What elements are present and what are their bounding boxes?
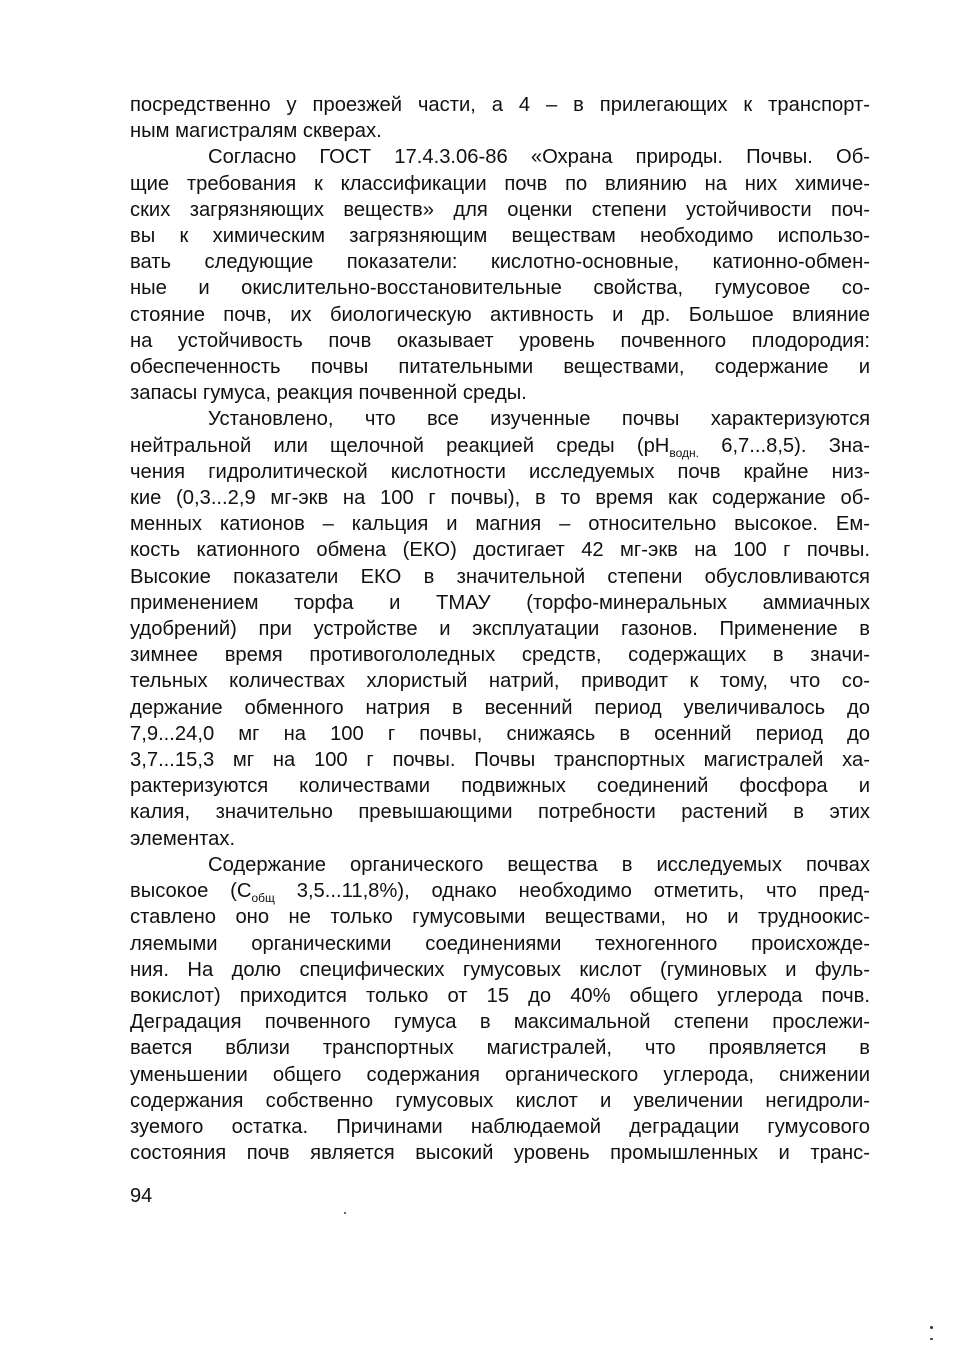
text-line: уменьшении общего содержания органического углерода, снижении <box>130 1063 870 1086</box>
text-line: держание обменного натрия в весенний период увеличивалось до <box>130 696 870 719</box>
text-line: чения гидролитической кислотности исследуемых почв крайне низ- <box>130 460 870 483</box>
page-number: 94 <box>130 1185 153 1207</box>
text-line: ным магистралям скверах. <box>130 120 382 143</box>
text-line: кие (0,3...2,9 мг-экв на 100 г почвы), в то время как содержание об- <box>130 487 870 510</box>
text-line: ских загрязняющих веществ» для оценки степени устойчивости поч- <box>130 198 870 221</box>
text-line: менных катионов – кальция и магния – относительно высокое. Ем- <box>130 513 870 536</box>
text-line: вокислот) приходится только от 15 до 40% общего углерода почв. <box>130 984 870 1007</box>
text-line: вать следующие показатели: кислотно-основные, катионно-обмен- <box>130 251 870 274</box>
text-line: вается вблизи транспортных магистралей, что проявляется в <box>130 1037 870 1060</box>
text-line: запасы гумуса, реакция почвенной среды. <box>130 382 527 405</box>
scan-speck <box>930 1338 933 1340</box>
text-fragment: 6,7...8,5). Зна- <box>699 434 870 457</box>
text-line: состояния почв является высокий уровень промышленных и транс- <box>130 1142 870 1165</box>
text-line: рактеризуются количествами подвижных соединений фосфора и <box>130 775 870 798</box>
text-line: Деградация почвенного гумуса в максимальной степени прослежи- <box>130 1011 870 1034</box>
text-line <box>130 878 870 904</box>
text-line: на устойчивость почв оказывает уровень почвенного плодородия: <box>130 329 870 352</box>
paragraph-3 <box>130 406 870 851</box>
text-line: обеспеченность почвы питательными веществами, содержание и <box>130 356 870 379</box>
paragraph-2 <box>130 144 870 406</box>
scan-speck <box>930 1326 933 1329</box>
paragraph-1 <box>130 92 870 144</box>
text-line: вы к химическим загрязняющим веществам необходимо использо- <box>130 225 870 248</box>
text-line: 7,9...24,0 мг на 100 г почвы, снижаясь в осенний период до <box>130 722 870 745</box>
text-line: 3,7...15,3 мг на 100 г почвы. Почвы транспортных магистралей ха- <box>130 749 870 772</box>
page-body <box>130 92 870 1166</box>
text-line: ляемыми органическими соединениями техногенного происхожде- <box>130 932 870 955</box>
text-line: стояние почв, их биологическую активность и др. Большое влияние <box>130 303 870 326</box>
text-line: применением торфа и ТМАУ (торфо-минеральных аммиачных <box>130 591 870 614</box>
text-line: Согласно ГОСТ 17.4.3.06-86 «Охрана природы. Почвы. Об- <box>208 146 870 169</box>
ph-subscript: водн. <box>669 445 699 460</box>
text-line: ния. На долю специфических гумусовых кислот (гуминовых и фуль- <box>130 958 870 981</box>
paragraph-4 <box>130 852 870 1166</box>
text-fragment: 3,5...11,8%), однако необходимо отметить, что пред- <box>274 880 870 903</box>
text-fragment: высокое (С <box>130 880 252 903</box>
text-line: Высокие показатели ЕКО в значительной степени обусловливаются <box>130 565 870 588</box>
text-line: зуемого остатка. Причинами наблюдаемой деградации гумусового <box>130 1115 870 1138</box>
text-line: удобрений) при устройстве и эксплуатации газонов. Применение в <box>130 618 870 641</box>
text-fragment: нейтральной или щелочной реакцией среды (pH <box>130 434 670 457</box>
text-line: Содержание органического вещества в исследуемых почвах <box>208 853 870 876</box>
text-line: элементах. <box>130 827 236 850</box>
text-line: содержания собственно гумусовых кислот и увеличении негидроли- <box>130 1089 870 1112</box>
text-line: ные и окислительно-восстановительные свойства, гумусовое со- <box>130 277 870 300</box>
text-line: Установлено, что все изученные почвы характеризуются <box>208 408 870 431</box>
text-line: кость катионного обмена (ЕКО) достигает 42 мг-экв на 100 г почвы. <box>130 539 870 562</box>
text-line: щие требования к классификации почв по влиянию на них химиче- <box>130 172 870 195</box>
text-line: посредственно у проезжей части, а 4 – в прилегающих к транспорт- <box>130 94 870 116</box>
text-line: тельных количествах хлористый натрий, приводит к тому, что со- <box>130 670 870 693</box>
text-line: зимнее время противогололедных средств, содержащих в значи- <box>130 644 870 667</box>
text-line: калия, значительно превышающими потребности растений в этих <box>130 801 870 824</box>
c-subscript: общ <box>251 891 275 906</box>
scan-speck <box>344 1212 346 1214</box>
text-line <box>130 433 870 459</box>
text-line: ставлено оно не только гумусовыми веществами, но и трудноокис- <box>130 906 870 929</box>
